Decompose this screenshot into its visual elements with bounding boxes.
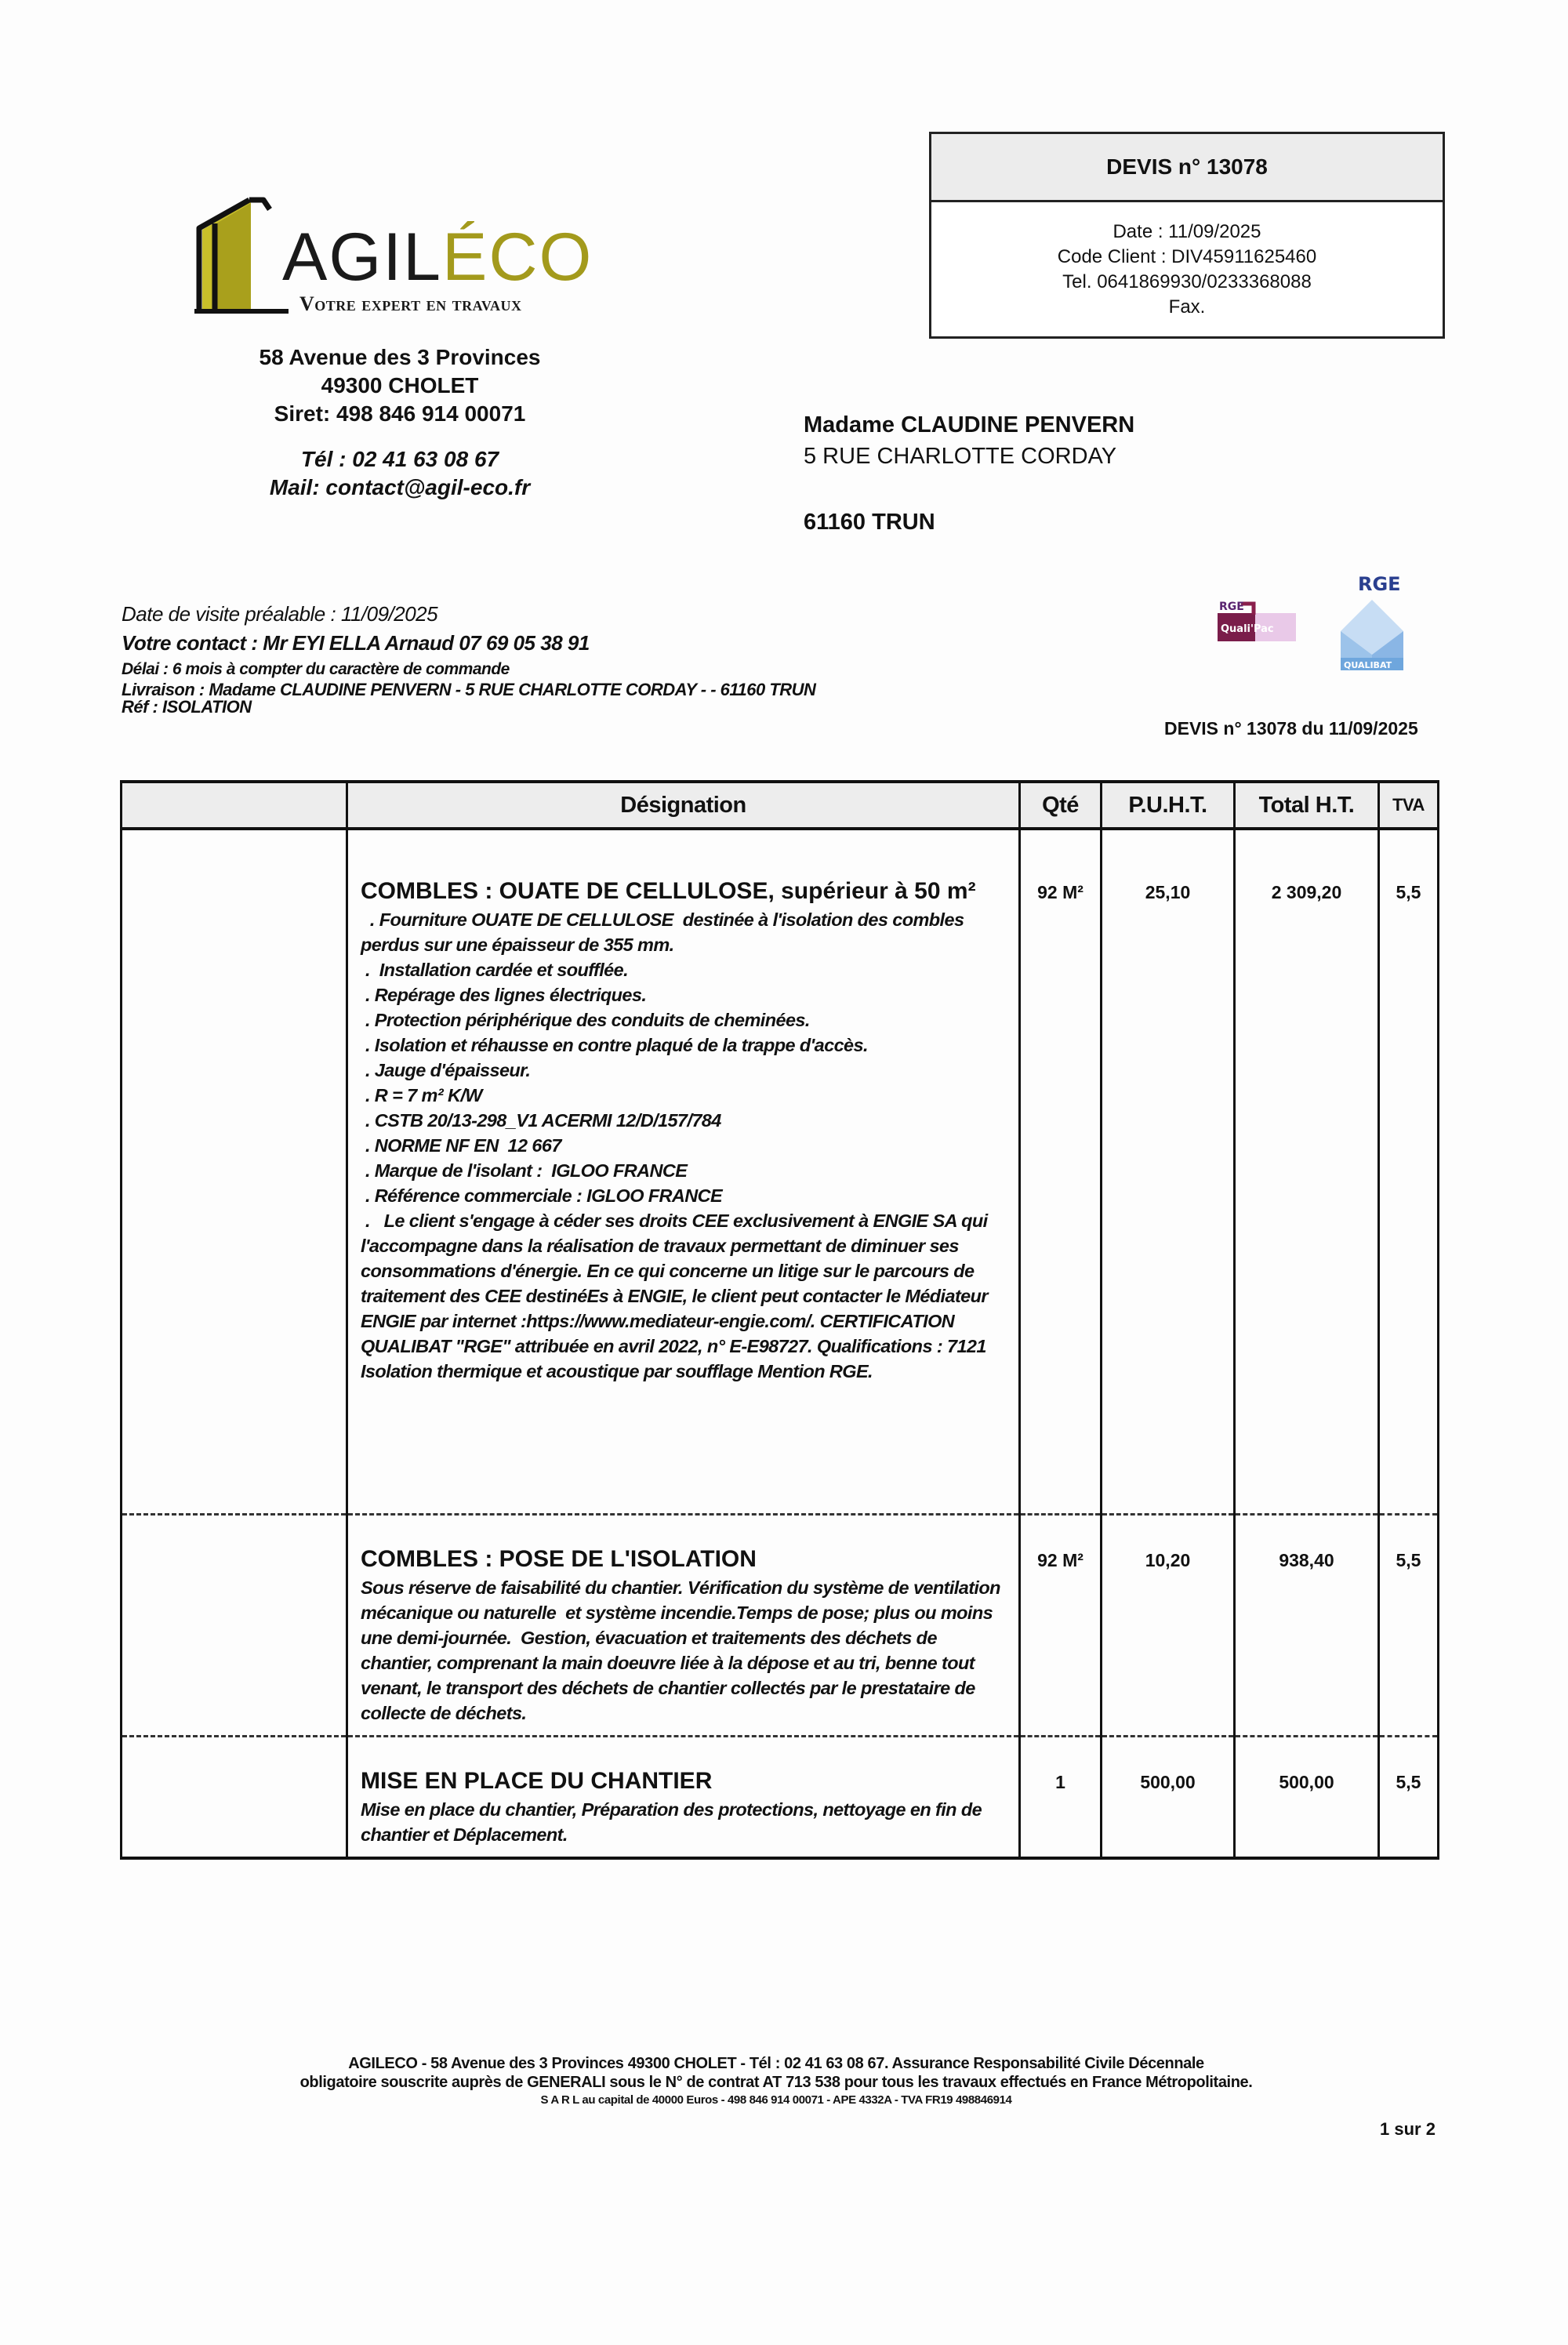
qty-cell: 92 M² xyxy=(1020,1514,1102,1736)
item-description: Sous réserve de faisabilité du chantier. Vérification du système de ventilation mécanique ou naturelle et système incendie.Temps de pose; plus ou moins une demi-journée. Gestion, évacuation et traitements des déchets de chantier, comprenant la main doeuvre liée à la dépose et au tri, benne tout venant, le transport des déchets de chantier collectés par le prestataire de collecte de déchets. xyxy=(361,1577,1005,1723)
contact-person: Votre contact : Mr EYI ELLA Arnaud 07 69 05 38 91 xyxy=(122,631,590,655)
rge-qualibat-logo xyxy=(1333,568,1411,678)
item-title: MISE EN PLACE DU CHANTIER xyxy=(361,1767,713,1794)
brand-name xyxy=(282,220,593,295)
building-logo-icon xyxy=(188,192,290,318)
header-designation: Désignation xyxy=(347,782,1020,829)
header-qty: Qté xyxy=(1020,782,1102,829)
qty-cell: 1 xyxy=(1020,1736,1102,1858)
company-address-block xyxy=(204,343,596,502)
quote-meta-block xyxy=(122,600,815,716)
client-city: 61160 TRUN xyxy=(804,510,935,535)
company-email: Mail: contact@agil-eco.fr xyxy=(269,475,531,499)
svg-text:RGE: RGE xyxy=(1358,573,1401,595)
company-city: 49300 CHOLET xyxy=(321,373,479,397)
company-logo xyxy=(188,192,612,318)
unit-price-cell: 10,20 xyxy=(1102,1514,1235,1736)
client-street: 5 RUE CHARLOTTE CORDAY xyxy=(804,444,1117,469)
devis-title: DEVIS n° 13078 xyxy=(931,134,1443,202)
item-title: COMBLES : OUATE DE CELLULOSE, supérieur à 50 m² xyxy=(361,878,976,904)
footer-line-2: obligatoire souscrite auprès de GENERALI sous le N° de contrat AT 713 538 pour tous les travaux effectués en France Métropolitaine. xyxy=(299,2074,1253,2091)
client-name: Madame CLAUDINE PENVERN xyxy=(804,412,1135,437)
total-cell: 2 309,20 xyxy=(1235,829,1379,1514)
item-title: COMBLES : POSE DE L'ISOLATION xyxy=(361,1545,757,1572)
designation-cell xyxy=(347,829,1020,1514)
page-number: 1 sur 2 xyxy=(1380,2119,1436,2139)
qualipac-icon xyxy=(1218,596,1296,643)
svg-text:RGE: RGE xyxy=(1219,601,1244,613)
visit-date: Date de visite préalable : 11/09/2025 xyxy=(122,602,438,626)
total-cell: 500,00 xyxy=(1235,1736,1379,1858)
delivery-address: Livraison : Madame CLAUDINE PENVERN - 5 RUE CHARLOTTE CORDAY - - 61160 TRUN xyxy=(122,680,816,699)
delay: Délai : 6 mois à compter du caractère de commande xyxy=(122,660,510,678)
table-row xyxy=(122,1514,1439,1736)
company-street: 58 Avenue des 3 Provinces xyxy=(259,345,541,369)
tva-cell: 5,5 xyxy=(1379,829,1439,1514)
devis-date: Date : 11/09/2025 xyxy=(1112,221,1261,242)
table-row xyxy=(122,829,1439,1514)
brand-tagline: Votre expert en travaux xyxy=(299,292,522,315)
total-cell: 938,40 xyxy=(1235,1514,1379,1736)
designation-cell xyxy=(347,1514,1020,1736)
header-total: Total H.T. xyxy=(1235,782,1379,829)
row-blank-cell xyxy=(122,1736,347,1858)
table-row xyxy=(122,1736,1439,1858)
footer-line-3: S A R L au capital de 40000 Euros - 498 846 914 00071 - APE 4332A - TVA FR19 498846914 xyxy=(540,2093,1012,2107)
quote-table xyxy=(120,780,1439,1860)
qualibat-icon xyxy=(1333,568,1411,678)
table-header-row xyxy=(122,782,1439,829)
devis-fax: Fax. xyxy=(1168,296,1206,318)
footer-line-1: AGILECO - 58 Avenue des 3 Provinces 49300 CHOLET - Tél : 02 41 63 08 67. Assurance Responsabilité Civile Décennale xyxy=(348,2055,1204,2072)
devis-code-client: Code Client : DIV45911625460 xyxy=(1057,246,1317,267)
reference: Réf : ISOLATION xyxy=(122,697,252,717)
page-footer xyxy=(157,2054,1396,2109)
row-blank-cell xyxy=(122,1514,347,1736)
header-tva: TVA xyxy=(1379,782,1439,829)
item-description: Mise en place du chantier, Préparation des protections, nettoyage en fin de chantier et Déplacement. xyxy=(361,1799,986,1845)
client-address-block xyxy=(804,409,1134,538)
unit-price-cell: 25,10 xyxy=(1102,829,1235,1514)
company-phone: Tél : 02 41 63 08 67 xyxy=(300,447,499,471)
row-blank-cell xyxy=(122,829,347,1514)
rge-qualipac-logo xyxy=(1218,596,1296,643)
qty-cell: 92 M² xyxy=(1020,829,1102,1514)
brand-name-part2: ÉCO xyxy=(441,220,593,295)
devis-tel: Tel. 0641869930/0233368088 xyxy=(1062,271,1312,292)
header-unit-price: P.U.H.T. xyxy=(1102,782,1235,829)
designation-cell xyxy=(347,1736,1020,1858)
unit-price-cell: 500,00 xyxy=(1102,1736,1235,1858)
devis-info-box xyxy=(929,132,1445,339)
tva-cell: 5,5 xyxy=(1379,1736,1439,1858)
item-description: . Fourniture OUATE DE CELLULOSE destinée à l'isolation des combles perdus sur une épaisseur de 355 mm. . Installation cardée et soufflée. . Repérage des lignes électriques. . Protection périphérique des conduits de cheminées. . Isolation et réhausse en contre plaqué de la trappe d'accès. . Jauge d'épaisseur. . R = 7 m² K/W . CSTB 20/13-298_V1 ACERMI 12/D/157/784 . NORME NF EN 12 667 . Marque de l'isolant : IGLOO FRANCE . Référence commerciale : IGLOO FRANCE . Le client s'engage à céder ses droits CEE exclusivement à ENGIE SA qui l'accompagne dans la réalisation de travaux permettant de diminuer ses consommations d'énergie. En ce qui concerne un litige sur le parcours de traitement des CEE destinéEs à ENGIE, le client peut contacter le Médiateur ENGIE par internet :https://www.mediateur-engie.com/. CERTIFICATION QUALIBAT "RGE" attribuée en avril 2022, n° E-E98727. Qualifications : 7121 Isolation thermique et acoustique par soufflage Mention RGE. xyxy=(361,909,988,1381)
header-blank xyxy=(122,782,347,829)
svg-text:Quali'Pac: Quali'Pac xyxy=(1221,623,1274,635)
company-siret: Siret: 498 846 914 00071 xyxy=(274,401,526,426)
svg-text:QUALIBAT: QUALIBAT xyxy=(1344,660,1392,670)
tva-cell: 5,5 xyxy=(1379,1514,1439,1736)
devis-reference: DEVIS n° 13078 du 11/09/2025 xyxy=(1164,718,1418,739)
brand-name-part1: AGIL xyxy=(282,220,442,295)
